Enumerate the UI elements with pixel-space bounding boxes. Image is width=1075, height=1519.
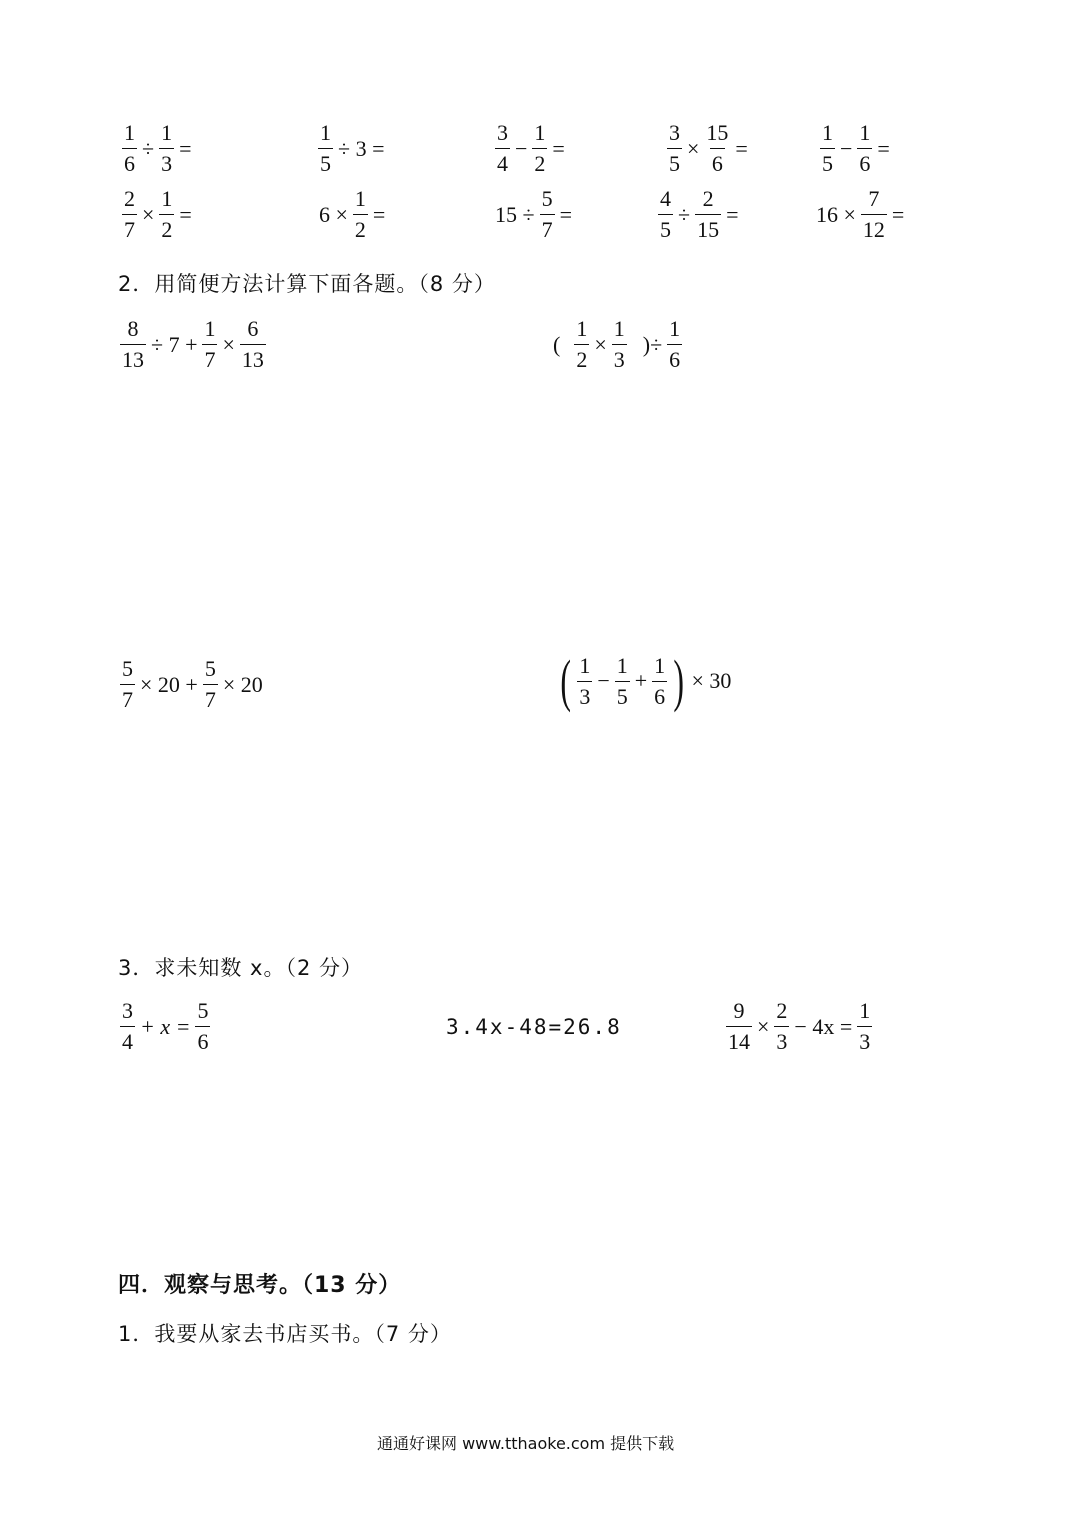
fraction: $\frac{5}{7}$ xyxy=(541,186,553,242)
q2-expr-2: ( $\frac{1}{2}$ × $\frac{1}{3}$ )÷ $\frac{1}{6}$ xyxy=(553,316,681,372)
fraction: $\frac{2}{15}$ xyxy=(697,186,720,242)
fraction: $\frac{7}{12}$ xyxy=(862,186,885,242)
q3-expr-3: $\frac{9}{14}$ × $\frac{2}{3}$ − 4x = $\frac{1}{3}$ xyxy=(728,998,871,1054)
fraction: $\frac{1}{2}$ xyxy=(161,186,173,242)
expr-r1c5: $\frac{1}{5}$ − $\frac{1}{6}$ = xyxy=(822,120,890,176)
section-4-question-1: 1．我要从家去书店买书。（7 分） xyxy=(118,1322,452,1346)
fraction: $\frac{1}{7}$ xyxy=(204,316,216,372)
fraction: $\frac{1}{6}$ xyxy=(124,120,135,176)
expr-r1c2: $\frac{1}{5}$ ÷ 3 = xyxy=(320,120,385,176)
fraction: $\frac{8}{13}$ xyxy=(122,316,144,372)
section-4-title: 四．观察与思考。（13 分） xyxy=(118,1273,402,1298)
fraction: $\frac{1}{5}$ xyxy=(616,652,628,709)
expr-r2c4: $\frac{4}{5}$ ÷ $\frac{2}{15}$ = xyxy=(660,186,739,242)
fraction: $\frac{3}{4}$ xyxy=(497,120,508,176)
q3-expr-1: $\frac{3}{4}$ + x = $\frac{5}{6}$ xyxy=(122,998,209,1054)
expr-r2c5: 16 × $\frac{7}{12}$ = xyxy=(816,186,905,242)
question-3-title: 3．求未知数 x。（2 分） xyxy=(118,956,363,980)
fraction: $\frac{1}{6}$ xyxy=(669,316,681,372)
expr-r2c1: $\frac{2}{7}$ × $\frac{1}{2}$ = xyxy=(124,186,192,242)
fraction: $\frac{1}{6}$ xyxy=(859,120,871,176)
fraction: $\frac{4}{5}$ xyxy=(660,186,671,242)
fraction: $\frac{1}{6}$ xyxy=(654,652,666,709)
fraction: $\frac{5}{6}$ xyxy=(197,998,209,1054)
fraction: $\frac{3}{5}$ xyxy=(669,120,680,176)
expr-r1c3: $\frac{3}{4}$ − $\frac{1}{2}$ = xyxy=(497,120,565,176)
fraction: $\frac{1}{3}$ xyxy=(161,120,173,176)
fraction: $\frac{2}{3}$ xyxy=(776,998,788,1054)
fraction: $\frac{1}{3}$ xyxy=(579,652,591,709)
expr-r1c4: $\frac{3}{5}$ × $\frac{15}{6}$ = xyxy=(669,120,748,176)
fraction: $\frac{5}{7}$ xyxy=(122,656,133,712)
fraction: $\frac{5}{7}$ xyxy=(204,656,216,712)
footer: 通通好课网 www.tthaoke.com 提供下载 xyxy=(377,1434,675,1453)
fraction: $\frac{1}{2}$ xyxy=(354,186,366,242)
q2-expr-3: $\frac{5}{7}$ × 20 + $\frac{5}{7}$ × 20 xyxy=(122,656,263,712)
fraction: $\frac{2}{7}$ xyxy=(124,186,135,242)
fraction: $\frac{3}{4}$ xyxy=(122,998,133,1054)
q2-expr-1: $\frac{8}{13}$ ÷ 7 + $\frac{1}{7}$ × $\frac{6}{13}$ xyxy=(122,316,264,372)
fraction: $\frac{15}{6}$ xyxy=(706,120,729,176)
q3-expr-2: 3.4x-48=26.8 xyxy=(446,1015,622,1039)
fraction: $\frac{1}{3}$ xyxy=(859,998,871,1054)
fraction: $\frac{1}{3}$ xyxy=(613,316,625,372)
expr-r2c2: 6 × $\frac{1}{2}$ = xyxy=(319,186,386,242)
fraction: $\frac{9}{14}$ xyxy=(728,998,750,1054)
fraction: $\frac{6}{13}$ xyxy=(241,316,264,372)
expr-r1c1: $\frac{1}{6}$ ÷ $\frac{1}{3}$ = xyxy=(124,120,192,176)
expr-r2c3: 15 ÷ $\frac{5}{7}$ = xyxy=(495,186,572,242)
fraction: $\frac{1}{2}$ xyxy=(534,120,546,176)
fraction: $\frac{1}{5}$ xyxy=(320,120,331,176)
question-2-title: 2．用简便方法计算下面各题。（8 分） xyxy=(118,272,496,296)
q2-expr-4: ( $\frac{1}{3}$ − $\frac{1}{5}$ + $\frac{1}{6}$ ) × 30 xyxy=(560,648,732,713)
fraction: $\frac{1}{5}$ xyxy=(822,120,833,176)
fraction: $\frac{1}{2}$ xyxy=(576,316,588,372)
